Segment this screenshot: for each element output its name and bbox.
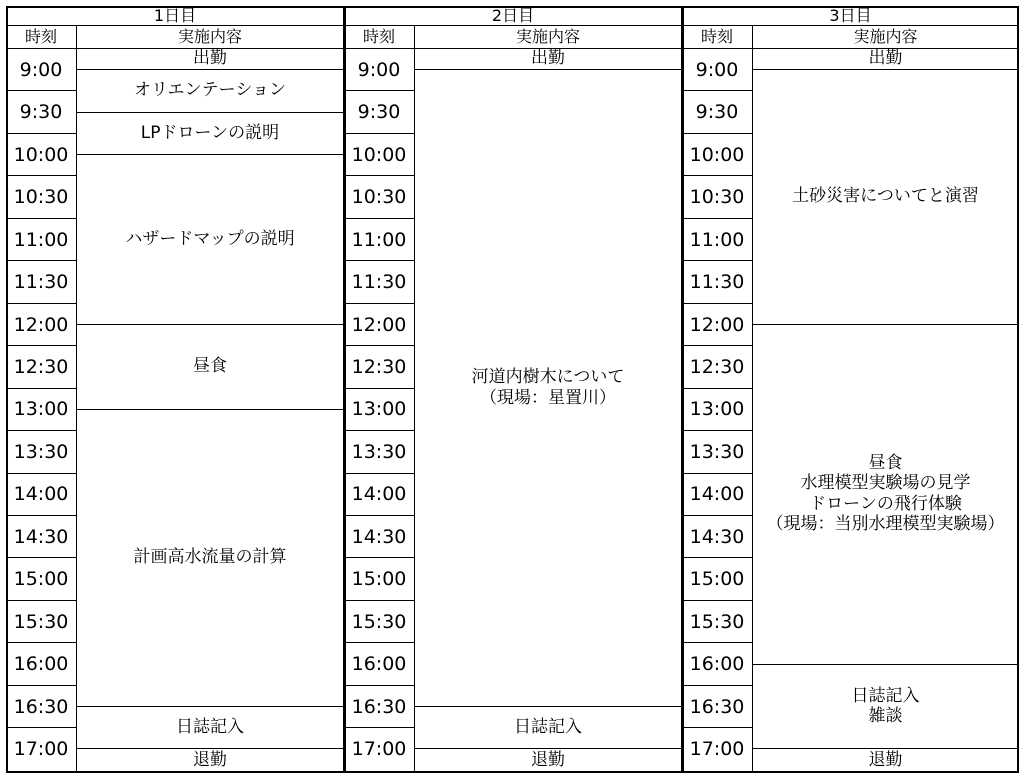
time-row-divider [682,557,752,558]
time-label: 9:30 [19,101,63,124]
activity-text: 出勤 [193,48,227,69]
activity-text: 日誌記入 [851,685,920,706]
time-row-divider [682,515,752,516]
activity-cell [76,48,344,69]
time-label: 11:00 [351,228,407,251]
time-label: 17:00 [13,738,69,760]
time-row-divider [6,175,76,176]
time-row-divider [682,600,752,601]
time-row-divider [344,727,414,728]
activity-text: （現場：星置川） [480,387,616,408]
time-label: 12:30 [689,355,745,378]
time-label: 14:30 [13,525,69,548]
activity-cell [76,69,344,111]
time-row-divider [6,473,76,474]
time-row-divider [344,557,414,558]
time-row-divider [682,218,752,219]
time-label: 11:30 [13,271,69,294]
activity-text: 昼食 [193,356,227,377]
time-row-divider [344,515,414,516]
time-row-divider [344,388,414,389]
activity-text: 退勤 [868,749,903,770]
content-column-header: 実施内容 [853,26,918,46]
activity-text: 水理模型実験場の見学 [800,473,971,494]
time-column-header: 時刻 [362,26,395,46]
activity-cell [76,748,344,771]
time-label: 13:00 [689,398,745,421]
time-row-divider [6,133,76,134]
time-row-divider [682,133,752,134]
time-label: 17:00 [689,738,745,760]
time-label: 9:30 [357,101,401,124]
time-row-divider [6,685,76,686]
activity-text: 雑談 [868,705,903,726]
time-label: 13:30 [351,440,407,463]
time-label: 17:00 [351,738,407,760]
time-row-divider [682,175,752,176]
time-label: 15:00 [689,568,745,591]
activity-text: 出勤 [531,48,565,69]
time-label: 16:30 [689,695,745,718]
time-label: 13:00 [351,398,407,421]
time-label: 10:30 [689,186,745,209]
activity-text: 日誌記入 [176,716,244,737]
time-row-divider [6,600,76,601]
time-row-divider [344,218,414,219]
time-row-divider [344,642,414,643]
time-row-divider [6,642,76,643]
time-label: 14:30 [689,525,745,548]
activity-cell [76,112,344,154]
content-column-header: 実施内容 [177,26,242,46]
time-row-divider [682,685,752,686]
time-label: 12:00 [351,313,407,336]
time-row-divider [344,90,414,91]
time-row-divider [682,727,752,728]
time-row-divider [682,260,752,261]
day-title: 3日目 [829,5,872,25]
time-row-divider [344,473,414,474]
time-label: 13:30 [13,440,69,463]
time-label: 15:00 [13,568,69,591]
activity-text: 退勤 [193,749,227,770]
time-row-divider [6,90,76,91]
activity-text: 退勤 [531,749,565,770]
time-label: 16:30 [13,695,69,718]
time-label: 11:00 [689,228,745,251]
time-label: 9:00 [695,58,739,81]
time-label: 11:00 [13,228,69,251]
time-label: 9:00 [19,58,63,81]
time-row-divider [6,557,76,558]
time-row-divider [6,430,76,431]
time-row-divider [682,303,752,304]
content-column-header: 実施内容 [515,26,580,46]
activity-text: 出勤 [868,48,903,69]
time-column-header: 時刻 [24,26,57,46]
activity-cell [414,48,682,69]
schedule-table [6,6,1019,773]
activity-cell [752,48,1019,69]
activity-cell [752,748,1019,771]
time-row-divider [344,685,414,686]
time-row-divider [6,345,76,346]
activity-text: 昼食 [868,452,903,473]
activity-cell [414,706,682,748]
activity-cell [752,324,1019,664]
time-label: 11:30 [689,271,745,294]
activity-cell [414,69,682,706]
time-label: 16:00 [689,653,745,676]
time-row-divider [6,218,76,219]
time-label: 12:00 [689,313,745,336]
time-row-divider [6,727,76,728]
time-label: 13:30 [689,440,745,463]
time-label: 9:30 [695,101,739,124]
time-label: 16:30 [351,695,407,718]
time-label: 10:00 [351,143,407,166]
time-label: 12:30 [13,355,69,378]
activity-text: 日誌記入 [514,716,582,737]
time-label: 12:00 [13,313,69,336]
activity-text: 河道内樹木について [471,367,625,388]
time-row-divider [682,90,752,91]
activity-cell [76,154,344,324]
time-label: 10:00 [689,143,745,166]
time-label: 14:00 [13,483,69,506]
activity-cell [752,664,1019,749]
time-row-divider [344,430,414,431]
activity-cell [752,69,1019,324]
activity-text: ハザードマップの説明 [125,228,295,249]
time-label: 10:30 [351,186,407,209]
activity-text: LPドローンの説明 [140,122,280,143]
time-label: 16:00 [13,653,69,676]
activity-cell [76,324,344,409]
time-row-divider [682,473,752,474]
time-label: 12:30 [351,355,407,378]
time-label: 15:30 [689,610,745,633]
time-label: 15:30 [351,610,407,633]
time-column-header: 時刻 [700,26,733,46]
time-row-divider [682,388,752,389]
time-row-divider [344,260,414,261]
time-row-divider [344,303,414,304]
time-row-divider [6,303,76,304]
time-label: 16:00 [351,653,407,676]
day-title: 1日目 [153,5,197,25]
time-label: 15:00 [351,568,407,591]
time-label: 10:30 [13,186,69,209]
day-title: 2日目 [491,5,535,25]
time-row-divider [6,260,76,261]
activity-text: 土砂災害についてと演習 [792,186,979,207]
activity-cell [414,748,682,771]
time-row-divider [344,133,414,134]
time-row-divider [6,388,76,389]
time-row-divider [6,515,76,516]
table-border-bottom [6,771,1019,773]
activity-text: オリエンテーション [134,80,286,101]
time-row-divider [344,345,414,346]
activity-text: （現場：当別水理模型実験場） [766,514,1005,535]
activity-text: ドローンの飛行体験 [809,493,962,514]
time-label: 10:00 [13,143,69,166]
time-label: 14:30 [351,525,407,548]
time-row-divider [682,345,752,346]
time-label: 13:00 [13,398,69,421]
time-label: 15:30 [13,610,69,633]
time-row-divider [682,642,752,643]
time-label: 9:00 [357,58,401,81]
time-label: 14:00 [351,483,407,506]
activity-text: 計画高水流量の計算 [133,547,287,568]
time-row-divider [344,175,414,176]
time-label: 11:30 [351,271,407,294]
time-row-divider [682,430,752,431]
time-row-divider [344,600,414,601]
activity-cell [76,409,344,706]
time-label: 14:00 [689,483,745,506]
activity-cell [76,706,344,748]
